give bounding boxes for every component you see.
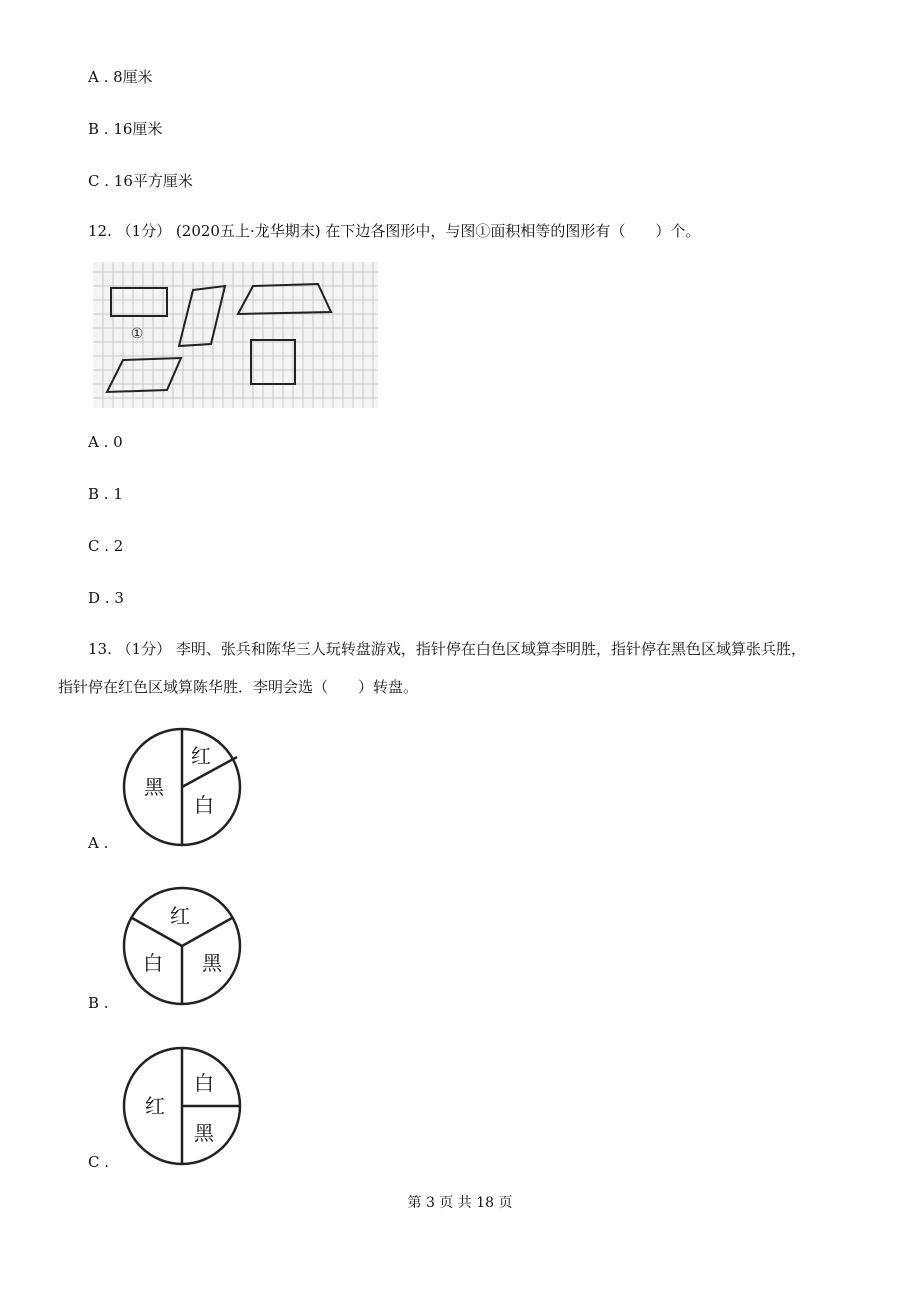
spinner-c xyxy=(122,1046,246,1168)
q12-option-a: A . 0 xyxy=(88,433,123,451)
spinner-c-label-black: 黑 xyxy=(194,1121,214,1145)
q12-figure-grid xyxy=(93,262,378,408)
spinner-b xyxy=(122,886,246,1008)
q12-option-c: C . 2 xyxy=(88,537,124,555)
spinner-a xyxy=(122,727,246,849)
q11-option-c: C . 16平方厘米 xyxy=(88,172,193,190)
q12-stem: 12. （1分） (2020五上·龙华期末) 在下边各图形中，与图①面积相等的图形有（ ）个。 xyxy=(88,222,701,240)
q13-stem-line2: 指针停在红色区域算陈华胜．李明会选（ ）转盘。 xyxy=(58,678,419,696)
spinner-a-label-white: 白 xyxy=(194,793,214,817)
spinner-c-label-red: 红 xyxy=(145,1094,165,1118)
q11-option-a: A . 8厘米 xyxy=(88,68,153,86)
q13-option-a: A . xyxy=(88,834,109,852)
figure-1-label: ① xyxy=(130,326,144,342)
q13-stem-line1: 13. （1分） 李明、张兵和陈华三人玩转盘游戏，指针停在白色区域算李明胜，指针停在黑色区域算张兵胜， xyxy=(88,640,806,658)
spinner-a-label-red: 红 xyxy=(191,744,211,768)
q12-option-b: B . 1 xyxy=(88,485,123,503)
spinner-a-label-black: 黑 xyxy=(144,775,164,799)
spinner-b-label-white: 白 xyxy=(143,951,163,975)
page-footer: 第 3 页 共 18 页 xyxy=(407,1195,513,1211)
q13-option-c: C . xyxy=(88,1153,110,1171)
q12-option-d: D . 3 xyxy=(88,589,124,607)
spinner-b-label-black: 黑 xyxy=(202,951,222,975)
spinner-b-label-red: 红 xyxy=(170,904,190,928)
spinner-c-label-white: 白 xyxy=(194,1071,214,1095)
q13-option-b: B . xyxy=(88,994,109,1012)
q11-option-b: B . 16厘米 xyxy=(88,120,163,138)
